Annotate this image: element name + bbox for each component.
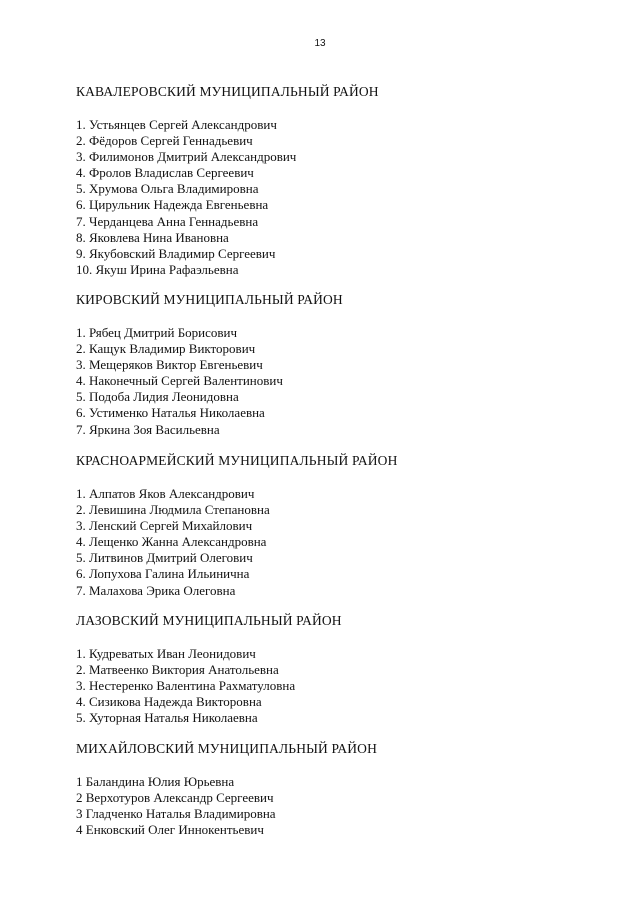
list-item: 5. Подоба Лидия Леонидовна [76,389,239,405]
district-section-lazovsky [76,613,596,726]
page-number: 13 [314,38,326,49]
district-section-kavalerovsky [76,84,596,277]
list-item: 4. Фролов Владислав Сергеевич [76,165,254,181]
list-item: 7. Малахова Эрика Олеговна [76,582,236,598]
district-section-mikhaylovsky [76,741,596,838]
list-item: 10. Якуш Ирина Рафаэльевна [76,261,239,277]
list-item: 1. Алпатов Яков Александрович [76,486,255,501]
list-item: 6. Лопухова Галина Ильинична [76,566,250,582]
district-heading: МИХАЙЛОВСКИЙ МУНИЦИПАЛЬНЫЙ РАЙОН [76,741,377,756]
list-item: 9. Якубовский Владимир Сергеевич [76,245,276,261]
list-item: 4 Енковский Олег Иннокентьевич [76,822,264,838]
name-list [76,646,295,726]
list-item: 5. Хрумова Ольга Владимировна [76,181,259,197]
name-list [76,486,270,599]
list-item: 3 Гладченко Наталья Владимировна [76,806,276,822]
list-item: 7. Черданцева Анна Геннадьевна [76,213,259,229]
list-item: 3. Мещеряков Виктор Евгеньевич [76,357,263,373]
list-item: 3. Нестеренко Валентина Рахматуловна [76,678,296,694]
list-item: 1. Кудреватых Иван Леонидович [76,646,256,661]
district-section-kirovsky [76,292,596,437]
list-item: 7. Яркина Зоя Васильевна [76,421,220,437]
list-item: 6. Устименко Наталья Николаевна [76,405,265,421]
list-item: 1. Рябец Дмитрий Борисович [76,325,238,340]
list-item: 2. Фёдоров Сергей Геннадьевич [76,133,253,149]
district-section-krasnoarmeysky [76,453,596,598]
list-item: 5. Литвинов Дмитрий Олегович [76,550,253,566]
list-item: 3. Филимонов Дмитрий Александрович [76,149,297,165]
list-item: 2. Кащук Владимир Викторович [76,341,256,357]
name-list [76,774,276,838]
district-heading: ЛАЗОВСКИЙ МУНИЦИПАЛЬНЫЙ РАЙОН [76,613,342,628]
list-item: 4. Сизикова Надежда Викторовна [76,694,262,710]
list-item: 5. Хуторная Наталья Николаевна [76,710,258,726]
list-item: 8. Яковлева Нина Ивановна [76,229,229,245]
list-item: 2. Левишина Людмила Степановна [76,502,270,518]
name-list [76,325,283,438]
list-item: 4. Лещенко Жанна Александровна [76,534,267,550]
list-item: 2. Матвеенко Виктория Анатольевна [76,662,279,678]
name-list [76,117,296,278]
list-item: 1. Устьянцев Сергей Александрович [76,117,277,132]
list-item: 2 Верхотуров Александр Сергеевич [76,790,274,806]
district-heading: КИРОВСКИЙ МУНИЦИПАЛЬНЫЙ РАЙОН [76,292,343,307]
list-item: 1 Баландина Юлия Юрьевна [76,774,235,789]
list-item: 4. Наконечный Сергей Валентинович [76,373,283,389]
list-item: 6. Цирульник Надежда Евгеньевна [76,197,269,213]
district-heading: КРАСНОАРМЕЙСКИЙ МУНИЦИПАЛЬНЫЙ РАЙОН [76,453,398,468]
district-heading: КАВАЛЕРОВСКИЙ МУНИЦИПАЛЬНЫЙ РАЙОН [76,84,379,99]
list-item: 3. Ленский Сергей Михайлович [76,518,253,534]
